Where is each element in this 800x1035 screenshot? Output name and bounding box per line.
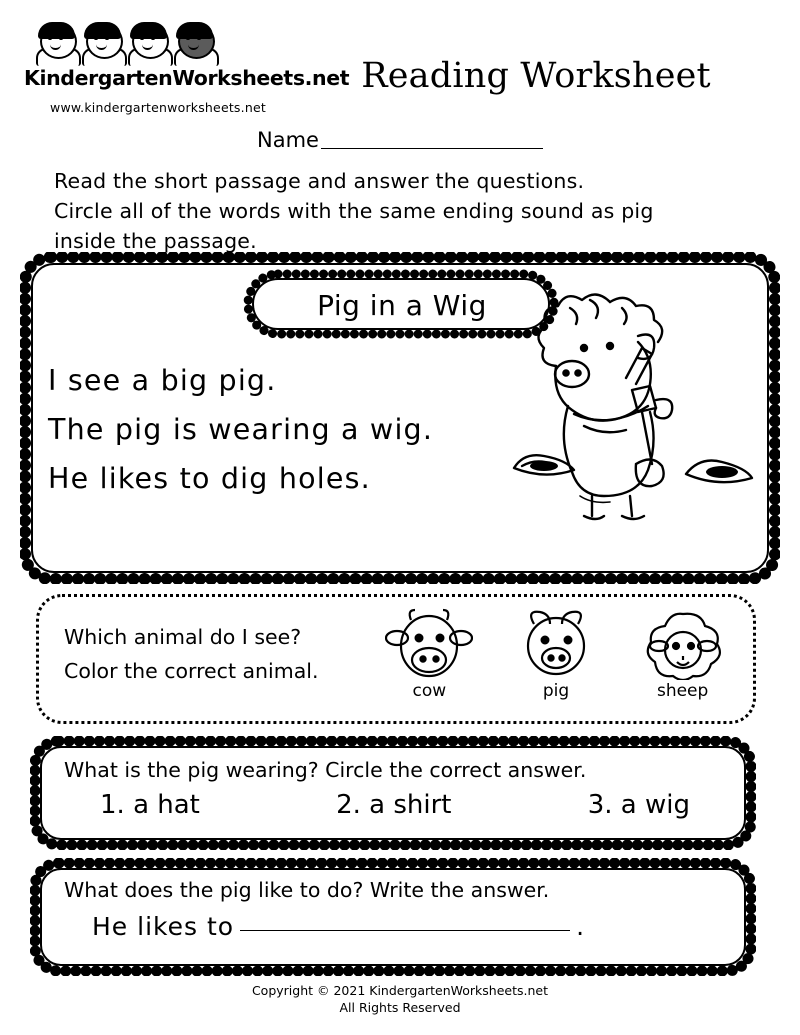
rights-text: All Rights Reserved: [339, 1000, 461, 1015]
animal-option-sheep[interactable]: [628, 608, 738, 701]
animal-option-cow[interactable]: [374, 608, 484, 701]
write-answer-prefix: He likes to: [92, 912, 235, 941]
copyright-text: Copyright © 2021 KindergartenWorksheets.net: [251, 983, 549, 998]
name-label: Name: [257, 128, 319, 152]
sheep-face-icon: [639, 608, 727, 680]
animal-label-sheep: sheep: [656, 681, 709, 701]
circle-choices: [100, 790, 690, 820]
page-header: [0, 18, 800, 138]
choice-option-1[interactable]: 1. a hat: [100, 790, 200, 820]
passage-line-3: He likes to dig holes.: [48, 462, 371, 495]
page-footer: [0, 982, 800, 1016]
name-input-line[interactable]: [321, 148, 543, 149]
write-question-text: What does the pig like to do? Write the answer.: [64, 878, 550, 902]
passage-line-1: I see a big pig.: [48, 364, 277, 397]
cow-face-icon: [385, 608, 473, 680]
kids-illustration-icon: [34, 24, 234, 66]
animal-question-line-1: Which animal do I see?: [64, 625, 302, 649]
passage-text: [48, 356, 518, 503]
animal-question-text: [64, 620, 394, 688]
logo-word-worksheets: Worksheets: [172, 66, 305, 90]
instruction-line-1: Read the short passage and answer the questions.: [54, 169, 585, 193]
kid-figure: [172, 22, 218, 66]
animal-option-pig[interactable]: [501, 608, 611, 701]
logo-word-net: .net: [304, 66, 350, 90]
animal-label-cow: cow: [412, 681, 447, 701]
kid-figure: [80, 22, 126, 66]
instruction-line-2: Circle all of the words with the same ending sound as pig: [54, 199, 654, 223]
instructions: [54, 166, 764, 256]
write-question-box: [30, 858, 756, 976]
site-logo[interactable]: [24, 24, 350, 115]
circle-question-box: [30, 736, 756, 850]
page-title: Reading Worksheet: [361, 56, 711, 96]
animal-label-pig: pig: [542, 681, 570, 701]
logo-word-kindergarten: Kindergarten: [24, 66, 173, 90]
choice-option-3[interactable]: 3. a wig: [587, 790, 690, 820]
kid-figure: [34, 22, 80, 66]
instruction-line-3: inside the passage.: [54, 229, 257, 253]
passage-box: [20, 252, 780, 584]
animal-options: [366, 608, 746, 712]
passage-line-2: The pig is wearing a wig.: [48, 413, 434, 446]
name-field-row: [0, 128, 800, 152]
write-answer-suffix: .: [576, 912, 586, 941]
write-answer-row: [92, 912, 585, 941]
kid-figure: [126, 22, 172, 66]
passage-title: Pig in a Wig: [317, 288, 487, 322]
write-answer-input-line[interactable]: [240, 930, 570, 931]
site-url: www.kindergartenworksheets.net: [50, 99, 266, 115]
animal-question-line-2: Color the correct animal.: [64, 659, 319, 683]
circle-question-text: What is the pig wearing? Circle the correct answer.: [64, 758, 587, 782]
passage-title-bubble: [252, 274, 552, 336]
animal-question-box: [36, 594, 756, 724]
logo-wordmark: [24, 66, 350, 90]
pig-face-icon: [512, 608, 600, 680]
choice-option-2[interactable]: 2. a shirt: [336, 790, 452, 820]
pig-with-shovel-illustration: [510, 282, 780, 532]
